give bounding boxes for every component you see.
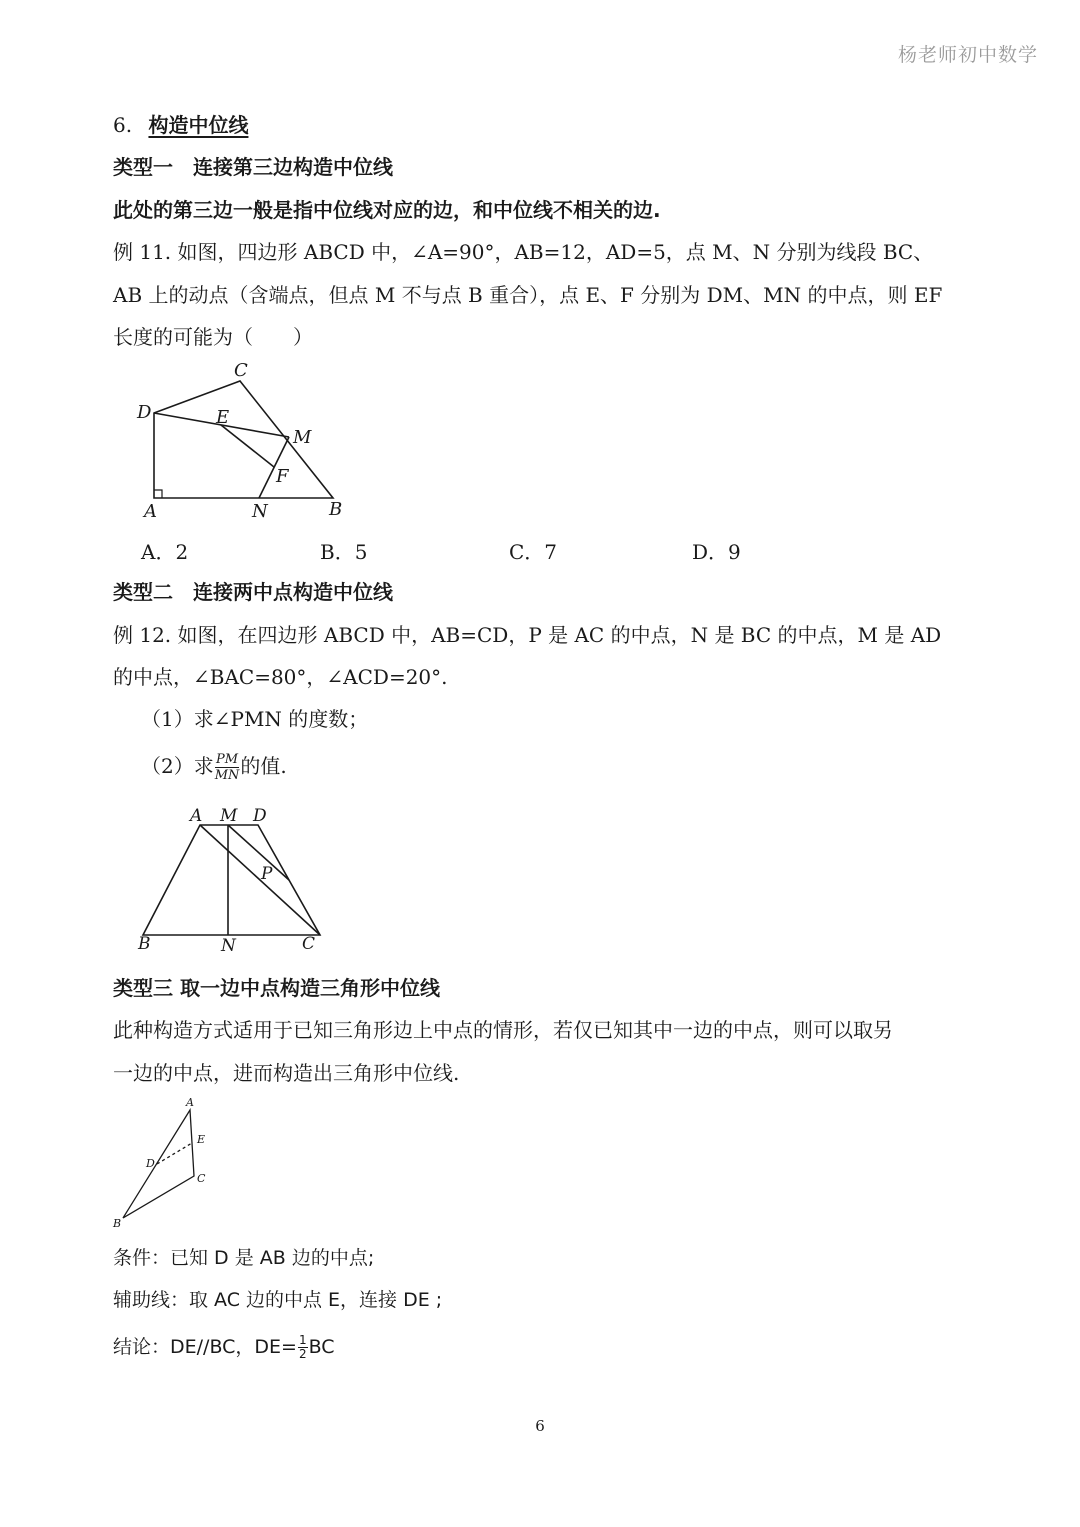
label-A: A — [186, 1096, 194, 1109]
label-M: M — [220, 806, 238, 826]
conclusion-prefix: 结论：DE//BC，DE= — [113, 1336, 297, 1358]
quad-ABCD — [143, 825, 320, 935]
header-watermark: 杨老师初中数学 — [897, 44, 1038, 66]
label-C: C — [302, 934, 316, 954]
segment-MP — [228, 825, 289, 880]
type3-desc-line2: 一边的中点，进而构造出三角形中位线. — [113, 1061, 460, 1085]
fraction-pm-mn — [215, 752, 240, 783]
type3-condition: 条件：已知 D 是 AB 边的中点; — [113, 1247, 375, 1269]
label-A: A — [144, 501, 157, 522]
label-P: P — [261, 864, 273, 884]
option-d[interactable]: D．9 — [692, 540, 741, 564]
label-N: N — [252, 501, 268, 522]
label-B: B — [113, 1217, 122, 1230]
fraction-denominator: 2 — [298, 1347, 307, 1361]
type3-heading: 类型三 取一边中点构造三角形中位线 — [113, 976, 440, 1000]
example11-line3: 长度的可能为（ ） — [113, 325, 313, 349]
section-title: 构造中位线 — [148, 113, 249, 137]
example12-line2: 的中点，∠BAC=80°，∠ACD=20°. — [113, 665, 448, 689]
example12-line1: 例 12. 如图，在四边形 ABCD 中，AB=CD，P 是 AC 的中点，N 是 BC 的中点，M 是 AD — [113, 623, 942, 647]
page-number: 6 — [535, 1417, 545, 1435]
diagonal-AC — [200, 825, 320, 935]
option-c[interactable]: C．7 — [509, 540, 558, 564]
section-title-row — [113, 111, 248, 139]
label-M: M — [293, 427, 312, 448]
example11-line1: 例 11. 如图，四边形 ABCD 中，∠A=90°，AB=12，AD=5，点 M、N 分别为线段 BC、 — [113, 240, 934, 264]
label-N: N — [221, 936, 236, 956]
type3-desc-line1: 此种构造方式适用于已知三角形边上中点的情形，若仅已知其中一边的中点，则可以取另 — [113, 1018, 893, 1042]
question-1: （1）求∠PMN 的度数； — [141, 707, 369, 731]
label-D: D — [137, 402, 152, 423]
fraction-numerator: PM — [216, 752, 239, 767]
type1-note: 此处的第三边一般是指中位线对应的边，和中位线不相关的边. — [113, 198, 661, 222]
label-D: D — [146, 1157, 155, 1170]
question-2-prefix: （2）求 — [141, 754, 214, 778]
type1-heading: 类型一 连接第三边构造中位线 — [113, 155, 393, 179]
right-angle-mark — [154, 490, 162, 498]
label-B: B — [329, 499, 343, 520]
conclusion-suffix: BC — [308, 1336, 335, 1358]
label-D: D — [253, 806, 267, 826]
type3-auxiliary-line: 辅助线：取 AC 边的中点 E，连接 DE ; — [113, 1289, 443, 1311]
label-C: C — [197, 1172, 206, 1185]
option-a[interactable]: A．2 — [141, 540, 189, 564]
section-number: 6. — [113, 113, 133, 137]
label-E: E — [216, 407, 230, 428]
figure-type3-triangle — [105, 1090, 225, 1230]
type3-conclusion — [113, 1333, 335, 1361]
label-E: E — [197, 1133, 206, 1146]
example11-line2: AB 上的动点（含端点，但点 M 不与点 B 重合），点 E、F 分别为 DM、MN 的中点，则 EF — [113, 283, 943, 307]
label-A: A — [190, 806, 203, 826]
fraction-one-half — [298, 1334, 308, 1361]
triangle-ABC — [123, 1110, 194, 1218]
label-B: B — [138, 934, 151, 954]
label-C: C — [234, 360, 248, 381]
question-2 — [141, 752, 287, 783]
type2-heading: 类型二 连接两中点构造中位线 — [113, 580, 393, 604]
question-2-suffix: 的值. — [240, 754, 287, 778]
figure-example12 — [130, 800, 330, 960]
figure-example11 — [130, 355, 370, 525]
fraction-numerator: 1 — [298, 1333, 307, 1347]
label-F: F — [276, 466, 289, 487]
fraction-denominator: MN — [214, 768, 240, 783]
segment-EF — [221, 425, 274, 467]
option-b[interactable]: B．5 — [320, 540, 368, 564]
